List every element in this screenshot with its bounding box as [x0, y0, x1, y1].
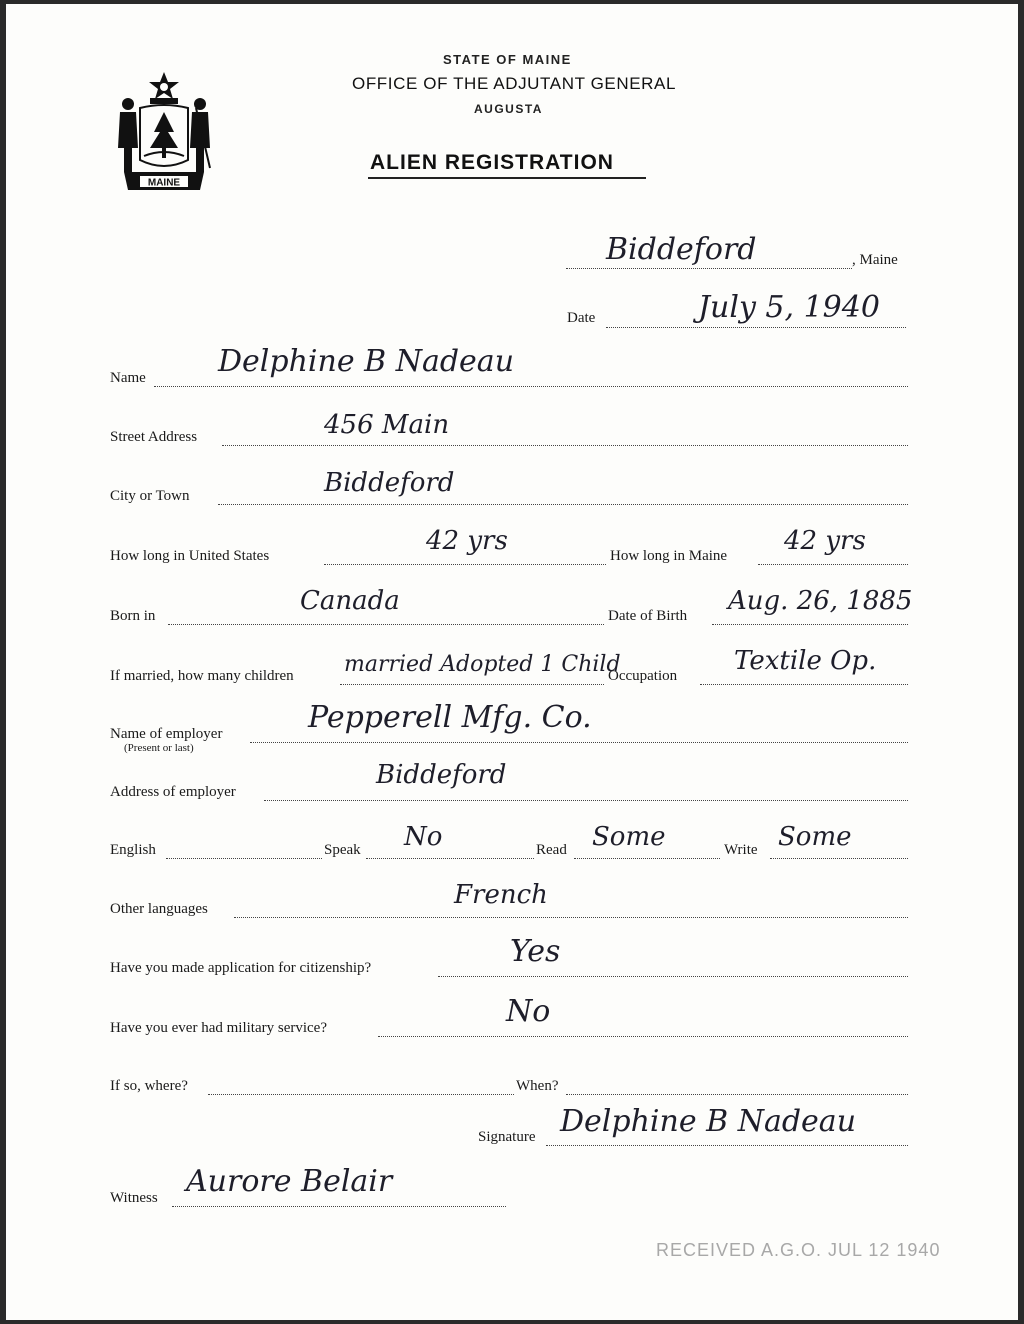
registration-form: [6, 4, 1018, 1320]
city-heading: AUGUSTA: [474, 102, 543, 116]
us-duration-value: 42 yrs: [426, 526, 508, 556]
write-label: Write: [724, 842, 758, 858]
form-title: ALIEN REGISTRATION: [370, 151, 614, 174]
citizenship-value: Yes: [510, 934, 561, 969]
read-value: Some: [592, 822, 666, 852]
state-seal-icon: [110, 68, 218, 192]
received-stamp: RECEIVED A.G.O. JUL 12 1940: [656, 1240, 941, 1260]
signature-label: Signature: [478, 1129, 536, 1145]
english-label: English: [110, 842, 156, 858]
witness-value: Aurore Belair: [186, 1164, 393, 1199]
occupation-label: Occupation: [608, 668, 678, 684]
street-label: Street Address: [110, 429, 198, 445]
children-label: If married, how many children: [110, 668, 294, 684]
witness-label: Witness: [110, 1190, 158, 1206]
employer-sublabel: (Present or last): [124, 742, 194, 754]
military-label: Have you ever had military service?: [110, 1020, 327, 1036]
citizenship-label: Have you made application for citizenship?: [110, 960, 372, 976]
children-value: married Adopted 1 Child: [344, 652, 621, 677]
name-label: Name: [110, 370, 146, 386]
born-in-label: Born in: [110, 608, 156, 624]
title-underline: [368, 177, 646, 179]
employer-value: Pepperell Mfg. Co.: [308, 700, 592, 735]
occupation-value: Textile Op.: [734, 646, 877, 676]
maine-duration-label: How long in Maine: [610, 548, 728, 564]
date-label: Date: [567, 310, 596, 326]
state-heading: STATE OF MAINE: [443, 52, 572, 67]
speak-label: Speak: [324, 842, 361, 858]
name-value: Delphine B Nadeau: [218, 344, 515, 379]
us-duration-label: How long in United States: [110, 548, 270, 564]
employer-address-label: Address of employer: [110, 784, 236, 800]
seal-banner-text: MAINE: [147, 177, 181, 189]
signature-value: Delphine B Nadeau: [560, 1104, 857, 1139]
employer-address-value: Biddeford: [376, 760, 507, 790]
when-label: When?: [516, 1078, 559, 1094]
speak-value: No: [404, 822, 443, 852]
city-label: City or Town: [110, 488, 190, 504]
read-label: Read: [536, 842, 567, 858]
date-value: July 5, 1940: [698, 290, 880, 325]
dob-value: Aug. 26, 1885: [728, 586, 913, 616]
city-value: Biddeford: [324, 468, 455, 498]
street-value: 456 Main: [324, 410, 450, 440]
write-value: Some: [778, 822, 852, 852]
employer-label: Name of employer: [110, 726, 223, 742]
office-heading: OFFICE OF THE ADJUTANT GENERAL: [352, 74, 677, 93]
place-value: Biddeford: [606, 232, 757, 267]
military-value: No: [506, 994, 551, 1029]
place-label: , Maine: [852, 252, 898, 268]
where-label: If so, where?: [110, 1078, 188, 1094]
maine-duration-value: 42 yrs: [784, 526, 866, 556]
other-languages-label: Other languages: [110, 901, 208, 917]
born-in-value: Canada: [300, 586, 400, 616]
dob-label: Date of Birth: [608, 608, 688, 624]
other-languages-value: French: [454, 880, 548, 910]
